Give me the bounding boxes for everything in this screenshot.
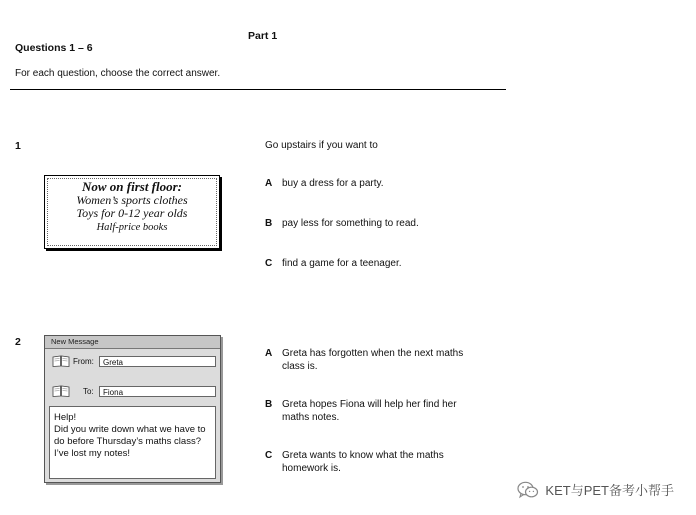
- sign-line-4: Half-price books: [96, 221, 168, 233]
- option-letter: A: [265, 348, 273, 359]
- option-text: find a game for a teenager.: [282, 258, 402, 269]
- window-title: New Message: [45, 336, 220, 349]
- option-text: [282, 399, 457, 424]
- question-1-option-a[interactable]: [265, 178, 384, 191]
- option-line: maths notes.: [282, 411, 340, 423]
- message-line: I’ve lost my notes!: [54, 448, 131, 459]
- wechat-icon: [517, 481, 539, 499]
- option-text: [282, 450, 444, 475]
- message-body[interactable]: [49, 406, 216, 479]
- question-2-number: 2: [15, 336, 21, 348]
- watermark-text: KET与PET备考小帮手: [545, 483, 674, 498]
- question-1-stem: Go upstairs if you want to: [265, 140, 378, 151]
- option-line: Greta has forgotten when the next maths: [282, 348, 464, 359]
- option-letter: C: [265, 450, 273, 461]
- option-letter: C: [265, 258, 273, 269]
- from-field[interactable]: Greta: [99, 356, 216, 367]
- part-title: Part 1: [248, 30, 278, 42]
- sign-line-1: Now on first floor:: [81, 179, 183, 194]
- option-line: Greta wants to know what the maths: [282, 450, 444, 461]
- option-text: [282, 348, 463, 373]
- option-letter: B: [265, 399, 273, 410]
- question-1-option-b[interactable]: [265, 218, 419, 231]
- instructions: For each question, choose the correct answer.: [15, 68, 221, 79]
- sign-line-2: Women’s sports clothes: [76, 192, 188, 207]
- message-line: Did you write down what we have to: [54, 424, 206, 435]
- option-text: pay less for something to read.: [282, 218, 419, 229]
- message-line: Help!: [54, 412, 77, 423]
- questions-range: Questions 1 – 6: [15, 42, 93, 54]
- header-divider: [10, 89, 506, 90]
- question-2-option-a[interactable]: [265, 348, 463, 373]
- question-1-option-c[interactable]: [265, 258, 402, 271]
- option-letter: B: [265, 218, 273, 229]
- question-1-number: 1: [15, 140, 21, 152]
- question-1-sign: [44, 175, 220, 249]
- from-label: From:: [73, 357, 94, 366]
- sign-line-3: Toys for 0-12 year olds: [76, 206, 188, 220]
- watermark: [517, 480, 674, 499]
- address-book-icon: [52, 385, 70, 397]
- question-2-option-c[interactable]: [265, 450, 444, 475]
- question-2-message-window: [44, 335, 221, 483]
- to-field[interactable]: Fiona: [99, 386, 216, 397]
- question-2-option-b[interactable]: [265, 399, 457, 424]
- option-text: buy a dress for a party.: [282, 178, 384, 189]
- option-line: homework is.: [282, 462, 341, 474]
- to-label: To:: [83, 387, 94, 396]
- option-line: class is.: [282, 360, 318, 372]
- option-line: Greta hopes Fiona will help her find her: [282, 399, 457, 410]
- message-line: do before Thursday’s maths class?: [54, 436, 201, 447]
- address-book-icon: [52, 355, 70, 367]
- option-letter: A: [265, 178, 273, 189]
